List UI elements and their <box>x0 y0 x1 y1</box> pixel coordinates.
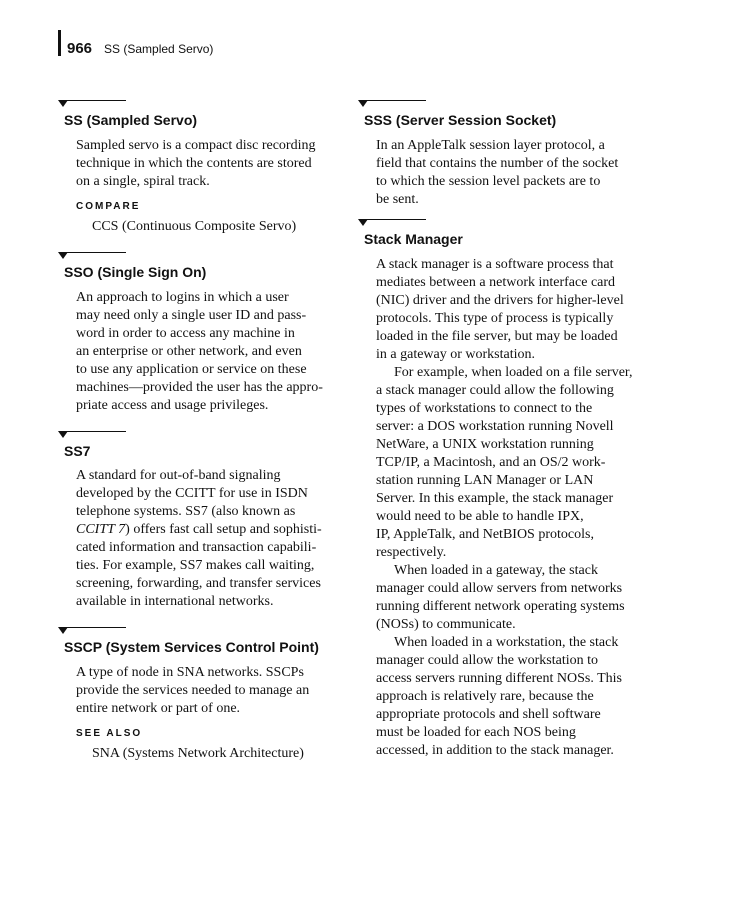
body-line: server: a DOS workstation running Novell <box>376 418 614 434</box>
body-line: When loaded in a workstation, the stack <box>394 634 619 650</box>
body-line: types of workstations to connect to the <box>376 400 593 416</box>
body-line: available in international networks. <box>76 594 274 610</box>
body-line: a stack manager could allow the following <box>376 382 614 398</box>
triangle-marker-icon <box>58 627 68 634</box>
body-line: loaded in the file server, but may be loaded <box>376 328 618 344</box>
body-line: to use any application or service on these <box>76 361 307 377</box>
body-line: access servers running different NOSs. This <box>376 670 622 686</box>
page-number: 966 <box>67 40 93 57</box>
entry-body <box>376 256 648 760</box>
entry-body <box>76 289 348 415</box>
see-also-label: SEE ALSO <box>76 728 143 740</box>
entry-body <box>76 664 348 718</box>
cross-reference: CCS (Continuous Composite Servo) <box>92 218 297 234</box>
body-line: manager could allow the workstation to <box>376 652 598 668</box>
body-line: to which the session level packets are to <box>376 173 601 189</box>
body-line: field that contains the number of the socket <box>376 155 619 171</box>
entry-body <box>76 137 348 191</box>
entry-term: SSCP (System Services Control Point) <box>64 639 319 656</box>
body-line: machines—provided the user has the appro- <box>76 379 323 395</box>
body-line: would need to be able to handle IPX, <box>376 508 584 524</box>
body-line: must be loaded for each NOS being <box>376 724 576 740</box>
body-line: provide the services needed to manage an <box>76 683 310 699</box>
triangle-marker-icon <box>358 100 368 107</box>
right-column <box>358 98 648 760</box>
triangle-marker-icon <box>58 252 68 259</box>
body-line: approach is relatively rare, because the <box>376 688 594 704</box>
body-line: NetWare, a UNIX workstation running <box>376 436 594 452</box>
entry-term: SS7 <box>64 442 91 459</box>
body-line: appropriate protocols and shell software <box>376 706 601 722</box>
entry-term: SSO (Single Sign On) <box>64 263 207 280</box>
body-line: may need only a single user ID and pass- <box>76 307 307 323</box>
body-line: priate access and usage privileges. <box>76 397 269 413</box>
triangle-marker-icon <box>358 219 368 226</box>
entry-marker <box>58 429 348 439</box>
entry-sso <box>58 250 348 415</box>
body-line: (NIC) driver and the drivers for higher-level <box>376 292 624 308</box>
body-line: running different network operating systems <box>376 598 625 614</box>
running-title: SS (Sampled Servo) <box>104 41 214 56</box>
body-line: IP, AppleTalk, and NetBIOS protocols, <box>376 526 594 542</box>
entry-term: Stack Manager <box>364 230 463 247</box>
body-line: A type of node in SNA networks. SSCPs <box>76 665 304 681</box>
entry-ss <box>58 98 348 236</box>
body-line: station running LAN Manager or LAN <box>376 472 594 488</box>
body-line: TCP/IP, a Macintosh, and an OS/2 work- <box>376 454 606 470</box>
body-line: When loaded in a gateway, the stack <box>394 562 598 578</box>
entry-marker <box>58 98 348 108</box>
body-line: In an AppleTalk session layer protocol, a <box>376 137 605 153</box>
triangle-marker-icon <box>58 100 68 107</box>
body-line: entire network or part of one. <box>76 701 241 717</box>
entry-marker <box>358 98 648 108</box>
entry-marker <box>358 217 648 227</box>
body-line: screening, forwarding, and transfer services <box>76 576 321 592</box>
body-line: technique in which the contents are stored <box>76 155 312 171</box>
entry-marker <box>58 250 348 260</box>
body-line: in a gateway or workstation. <box>376 346 536 362</box>
entry-term: SS (Sampled Servo) <box>64 112 198 128</box>
body-line: an enterprise or other network, and even <box>76 343 302 359</box>
body-line: protocols. This type of process is typically <box>376 310 614 326</box>
body-line: be sent. <box>376 191 419 207</box>
body-line: accessed, in addition to the stack manager. <box>376 742 614 758</box>
body-line: word in order to access any machine in <box>76 325 295 341</box>
body-line: respectively. <box>376 544 447 560</box>
body-line: Server. In this example, the stack manager <box>376 490 614 506</box>
triangle-marker-icon <box>58 431 68 438</box>
body-line: For example, when loaded on a file server, <box>394 364 633 380</box>
left-column <box>58 98 348 763</box>
entry-term: SSS (Server Session Socket) <box>364 112 557 128</box>
cross-reference: SNA (Systems Network Architecture) <box>92 746 304 762</box>
body-line: An approach to logins in which a user <box>76 289 289 305</box>
body-line: Sampled servo is a compact disc recording <box>76 137 316 153</box>
entry-marker <box>58 625 348 635</box>
body-line: (NOSs) to communicate. <box>376 616 516 632</box>
entry-body <box>376 137 648 209</box>
entry-stack-manager <box>358 217 648 760</box>
body-line: A stack manager is a software process that <box>376 256 614 272</box>
body-line: developed by the CCITT for use in ISDN <box>76 486 308 502</box>
compare-label: COMPARE <box>76 200 141 212</box>
body-text: ) offers fast call setup and sophisti- <box>125 522 322 538</box>
body-line: mediates between a network interface card <box>376 274 616 290</box>
body-line <box>76 521 348 539</box>
body-line: cated information and transaction capabili- <box>76 540 317 556</box>
italic-term: CCITT 7 <box>76 522 126 538</box>
entry-sscp <box>58 625 348 763</box>
running-header <box>58 30 213 56</box>
body-line: ties. For example, SS7 makes call waiting, <box>76 558 315 574</box>
body-line: manager could allow servers from networks <box>376 580 623 596</box>
body-line: on a single, spiral track. <box>76 173 210 189</box>
body-line: A standard for out-of-band signaling <box>76 468 281 484</box>
entry-sss <box>358 98 648 209</box>
entry-body <box>76 467 348 611</box>
body-line: telephone systems. SS7 (also known as <box>76 504 296 520</box>
entry-ss7 <box>58 429 348 612</box>
